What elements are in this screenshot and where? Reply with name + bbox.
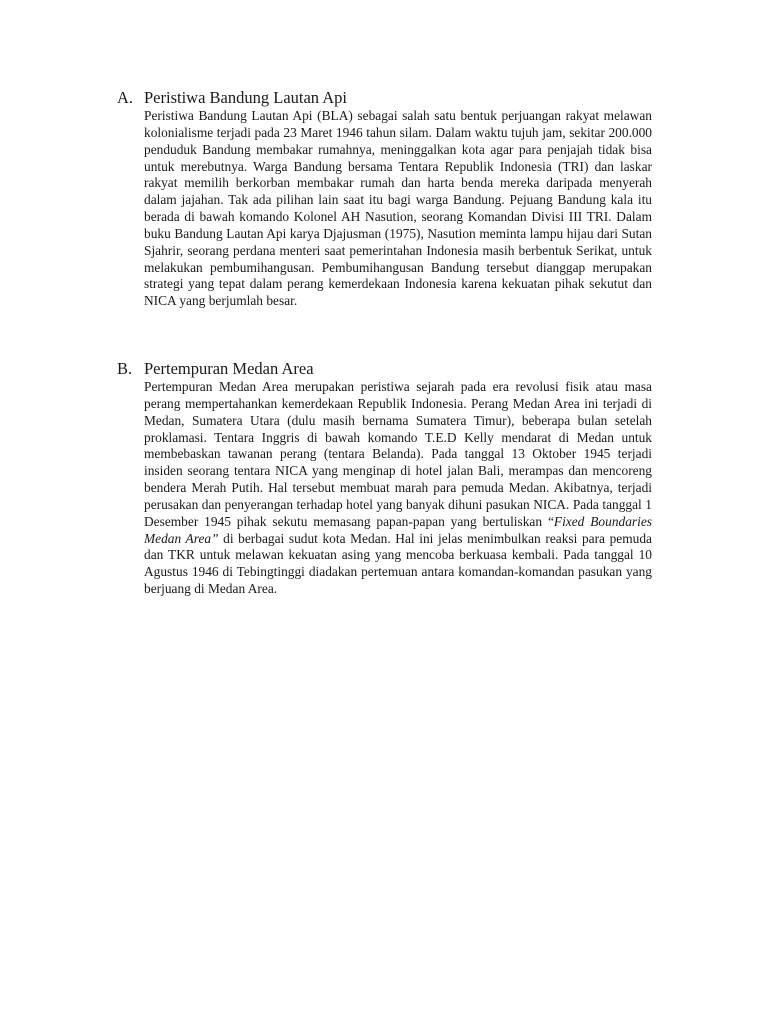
paragraph-text: di berbagai sudut kota Medan. Hal ini jelas menimbulkan reaksi para pemuda dan TKR untuk melawan kekuatan asing yang mencoba berkuasa kembali. Pada tanggal 10 Agustus 1946 di Tebingtinggi diadakan pertemuan antara komandan-komandan pasukan yang berjuang di Medan Area. (144, 530, 652, 597)
paragraph-text: Pertempuran Medan Area merupakan peristiwa sejarah pada era revolusi fisik atau masa perang mempertahankan kemerdekaan Republik Indonesia. Perang Medan Area ini terjadi di Medan, Sumatera Utara (dulu masih bernama Sumatera Timur), beberapa bulan setelah proklamasi. Tentara Inggris di bawah komando T.E.D Kelly mendarat di Medan untuk membebaskan tawanan perang (tentara Belanda). Pada tanggal 13 Oktober 1945 terjadi insiden seorang tentara NICA yang menginap di hotel jalan Bali, merampas dan mencoreng bendera Merah Putih. Hal tersebut membuat marah para pemuda Medan. Akibatnya, terjadi perusakan dan penyerangan terhadap hotel yang banyak dihuni pasukan NICA. Pada tanggal 1 Desember 1945 pihak sekutu memasang papan-papan yang bertuliskan “ (144, 379, 652, 529)
section-marker: A. (117, 88, 134, 107)
section-title: Peristiwa Bandung Lautan Api (144, 88, 348, 107)
section-heading (117, 88, 652, 108)
section-medan-area (117, 359, 652, 598)
section-heading (117, 359, 652, 379)
section-title: Pertempuran Medan Area (144, 359, 314, 378)
section-marker: B. (117, 359, 133, 378)
section-paragraph: Peristiwa Bandung Lautan Api (BLA) sebagai salah satu bentuk perjuangan rakyat melawan kolonialisme terjadi pada 23 Maret 1946 tahun silam. Dalam waktu tujuh jam, sekitar 200.000 penduduk Bandung membakar rumahnya, meninggalkan kota agar para penjajah tidak bisa untuk merebutnya. Warga Bandung bersama Tentara Republik Indonesia (TRI) dan laskar rakyat memilih berkorban membakar rumah dan harta benda mereka daripada menyerah dalam jajahan. Tak ada pilihan lain saat itu bagi warga Bandung. Pejuang Bandung kala itu berada di bawah komando Kolonel AH Nasution, seorang Komandan Divisi III TRI. Dalam buku Bandung Lautan Api karya Djajusman (1975), Nasution meminta lampu hijau dari Sutan Sjahrir, seorang perdana menteri saat pemerintahan Indonesia masih berbentuk Serikat, untuk melakukan pembumihangusan. Pembumihangusan Bandung tersebut dianggap merupakan strategi yang tepat dalam perang kemerdekaan Indonesia karena kekuatan pihak sekutut dan NICA yang berjumlah besar. (144, 108, 652, 309)
emphasized-quote: Fixed Boundaries Medan Area” (144, 513, 652, 546)
section-bandung-lautan-api (117, 88, 652, 310)
section-paragraph (144, 379, 652, 598)
